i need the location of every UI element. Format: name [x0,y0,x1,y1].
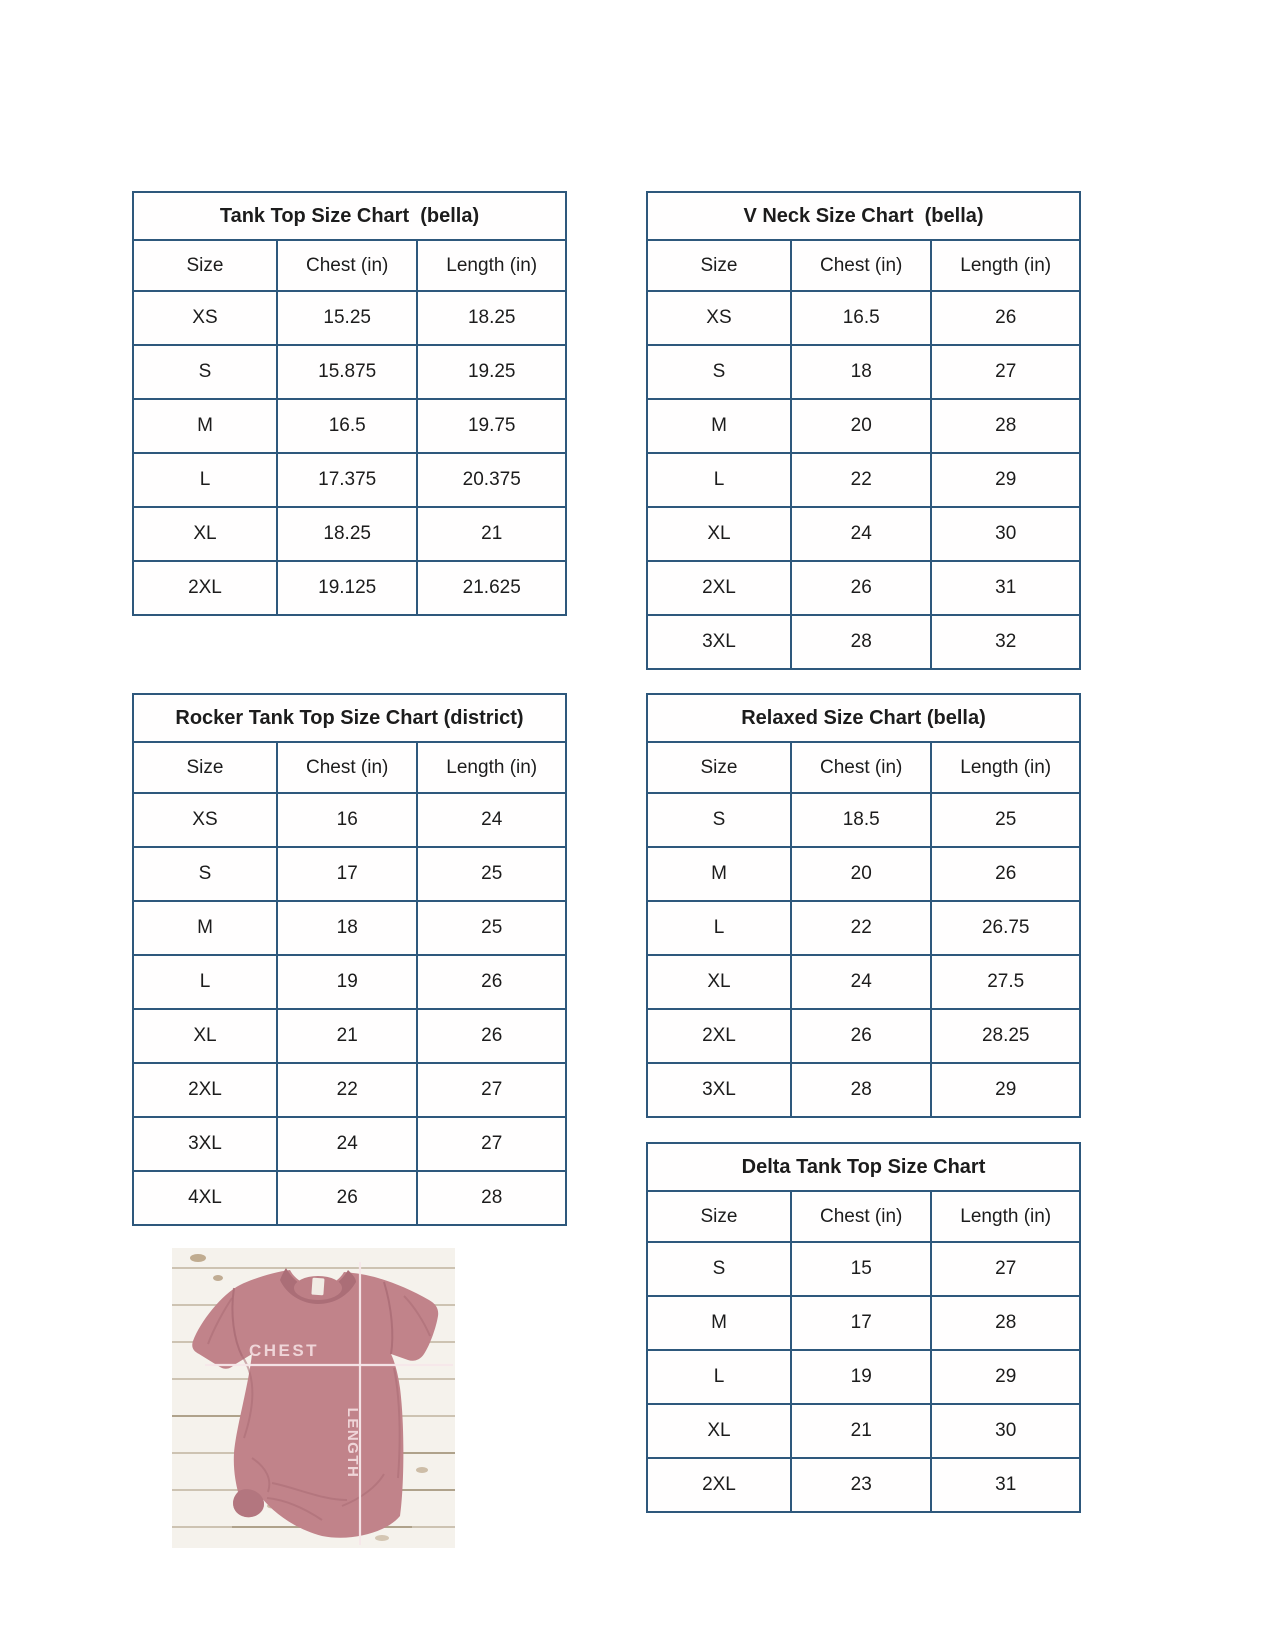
table-cell: 28.25 [981,1025,1030,1046]
table-cell: M [648,848,792,900]
table-cell: 26 [792,562,933,614]
table-row [648,400,1079,454]
table-cell: 16.5 [792,292,933,344]
table-cell: 20 [792,400,933,452]
column-header: Chest (in) [792,1192,933,1241]
table-cell: 21.625 [462,577,521,598]
table-row [134,1064,565,1118]
table-cell: 18 [792,346,933,398]
table-cell: 27 [995,1258,1017,1279]
table-header-row [648,1192,1079,1243]
table-row [134,794,565,848]
size-chart-table-delta-tank-top [646,1142,1081,1513]
table-cell: XL [134,1010,278,1062]
table-row [134,346,565,400]
column-header: Length (in) [960,254,1052,276]
table-cell: 26 [792,1010,933,1062]
table-cell: 28 [995,415,1017,436]
table-title: Rocker Tank Top Size Chart (district) [134,695,565,743]
table-cell: M [134,902,278,954]
table-title: Delta Tank Top Size Chart [648,1144,1079,1192]
table-cell: XL [648,508,792,560]
table-cell: 18.25 [278,508,419,560]
table-row [134,292,565,346]
table-cell: 27 [481,1133,503,1154]
size-chart-table-v-neck [646,191,1081,670]
collar-tag [311,1278,324,1296]
table-cell: 15 [792,1243,933,1295]
table-row [648,1459,1079,1511]
table-cell: 21 [278,1010,419,1062]
chest-label: CHEST [248,1341,320,1360]
table-cell: 15.875 [278,346,419,398]
table-title: V Neck Size Chart (bella) [648,193,1079,241]
table-cell: 32 [995,631,1017,652]
table-cell: 19 [792,1351,933,1403]
table-cell: 2XL [648,1010,792,1062]
table-row [134,1118,565,1172]
table-cell: 2XL [648,562,792,614]
table-row [648,1243,1079,1297]
table-cell: 2XL [648,1459,792,1511]
table-cell: 26 [995,863,1017,884]
table-cell: 18 [278,902,419,954]
table-cell: 3XL [648,616,792,668]
table-row [134,508,565,562]
column-header: Size [648,241,792,290]
table-cell: 17 [792,1297,933,1349]
table-cell: 17 [278,848,419,900]
table-cell: 18.25 [467,307,516,328]
table-cell: 31 [995,1474,1017,1495]
table-cell: 20.375 [462,469,521,490]
table-row [648,956,1079,1010]
table-cell: 30 [995,523,1017,544]
column-header: Size [134,241,278,290]
table-cell: S [648,1243,792,1295]
table-cell: S [648,794,792,846]
table-row [648,1351,1079,1405]
table-row [134,400,565,454]
table-cell: 24 [792,956,933,1008]
table-cell: 31 [995,577,1017,598]
table-cell: 21 [792,1405,933,1457]
table-cell: 27 [481,1079,503,1100]
table-row [648,1297,1079,1351]
table-cell: XL [648,1405,792,1457]
table-cell: 22 [792,454,933,506]
table-cell: 30 [995,1420,1017,1441]
table-row [134,848,565,902]
table-row [648,902,1079,956]
column-header: Size [134,743,278,792]
table-cell: 26 [481,1025,503,1046]
table-row [648,292,1079,346]
table-cell: 29 [995,1079,1017,1100]
table-cell: 3XL [134,1118,278,1170]
table-row [648,562,1079,616]
table-cell: 15.25 [278,292,419,344]
table-row [134,562,565,614]
column-header: Chest (in) [792,241,933,290]
column-header: Length (in) [446,254,538,276]
table-cell: L [648,1351,792,1403]
table-cell: XS [134,292,278,344]
table-title: Relaxed Size Chart (bella) [648,695,1079,743]
table-row [648,346,1079,400]
table-cell: L [648,902,792,954]
table-cell: 28 [481,1187,503,1208]
column-header: Chest (in) [278,241,419,290]
tshirt-measurement-photo [172,1248,455,1548]
table-cell: L [134,454,278,506]
length-label: LENGTH [344,1407,361,1479]
table-row [648,1405,1079,1459]
table-cell: S [648,346,792,398]
table-cell: 25 [481,917,503,938]
column-header: Length (in) [960,756,1052,778]
column-header: Chest (in) [792,743,933,792]
table-row [134,1010,565,1064]
table-cell: S [134,848,278,900]
table-cell: XL [648,956,792,1008]
size-chart-table-rocker-tank-top [132,693,567,1226]
table-cell: S [134,346,278,398]
column-header: Chest (in) [278,743,419,792]
table-row [134,956,565,1010]
table-cell: 27.5 [987,971,1025,992]
table-row [648,794,1079,848]
table-row [134,1172,565,1224]
table-cell: XS [134,794,278,846]
table-row [134,454,565,508]
table-cell: 17.375 [278,454,419,506]
table-cell: 19.75 [467,415,516,436]
table-cell: L [134,956,278,1008]
table-cell: 24 [481,809,503,830]
table-cell: 19.125 [278,562,419,614]
table-cell: 26 [481,971,503,992]
table-row [648,1064,1079,1116]
table-cell: M [648,1297,792,1349]
table-row [648,454,1079,508]
table-cell: XS [648,292,792,344]
table-cell: 28 [792,616,933,668]
table-row [134,902,565,956]
table-cell: 27 [995,361,1017,382]
size-chart-table-tank-top [132,191,567,616]
table-header-row [134,241,565,292]
table-cell: 29 [995,469,1017,490]
table-cell: 2XL [134,562,278,614]
table-cell: 4XL [134,1172,278,1224]
table-cell: 3XL [648,1064,792,1116]
table-cell: XL [134,508,278,560]
table-cell: 18.5 [792,794,933,846]
table-cell: 22 [278,1064,419,1116]
table-row [648,616,1079,668]
size-chart-table-relaxed [646,693,1081,1118]
table-cell: 29 [995,1366,1017,1387]
column-header: Size [648,743,792,792]
table-cell: 26 [995,307,1017,328]
table-cell: M [648,400,792,452]
table-cell: 16.5 [278,400,419,452]
table-cell: 21 [481,523,503,544]
column-header: Length (in) [960,1205,1052,1227]
table-cell: 28 [792,1064,933,1116]
table-title: Tank Top Size Chart (bella) [134,193,565,241]
table-cell: 24 [792,508,933,560]
table-cell: 22 [792,902,933,954]
table-cell: 25 [995,809,1017,830]
column-header: Length (in) [446,756,538,778]
table-cell: M [134,400,278,452]
table-cell: 25 [481,863,503,884]
table-cell: 2XL [134,1064,278,1116]
table-cell: 26.75 [981,917,1030,938]
table-cell: 20 [792,848,933,900]
table-row [648,1010,1079,1064]
table-cell: 24 [278,1118,419,1170]
table-header-row [648,241,1079,292]
table-cell: 26 [278,1172,419,1224]
table-header-row [648,743,1079,794]
table-cell: 16 [278,794,419,846]
table-cell: 28 [995,1312,1017,1333]
table-cell: L [648,454,792,506]
table-cell: 19.25 [467,361,516,382]
table-cell: 23 [792,1459,933,1511]
column-header: Size [648,1192,792,1241]
table-cell: 19 [278,956,419,1008]
table-header-row [134,743,565,794]
table-row [648,508,1079,562]
table-row [648,848,1079,902]
